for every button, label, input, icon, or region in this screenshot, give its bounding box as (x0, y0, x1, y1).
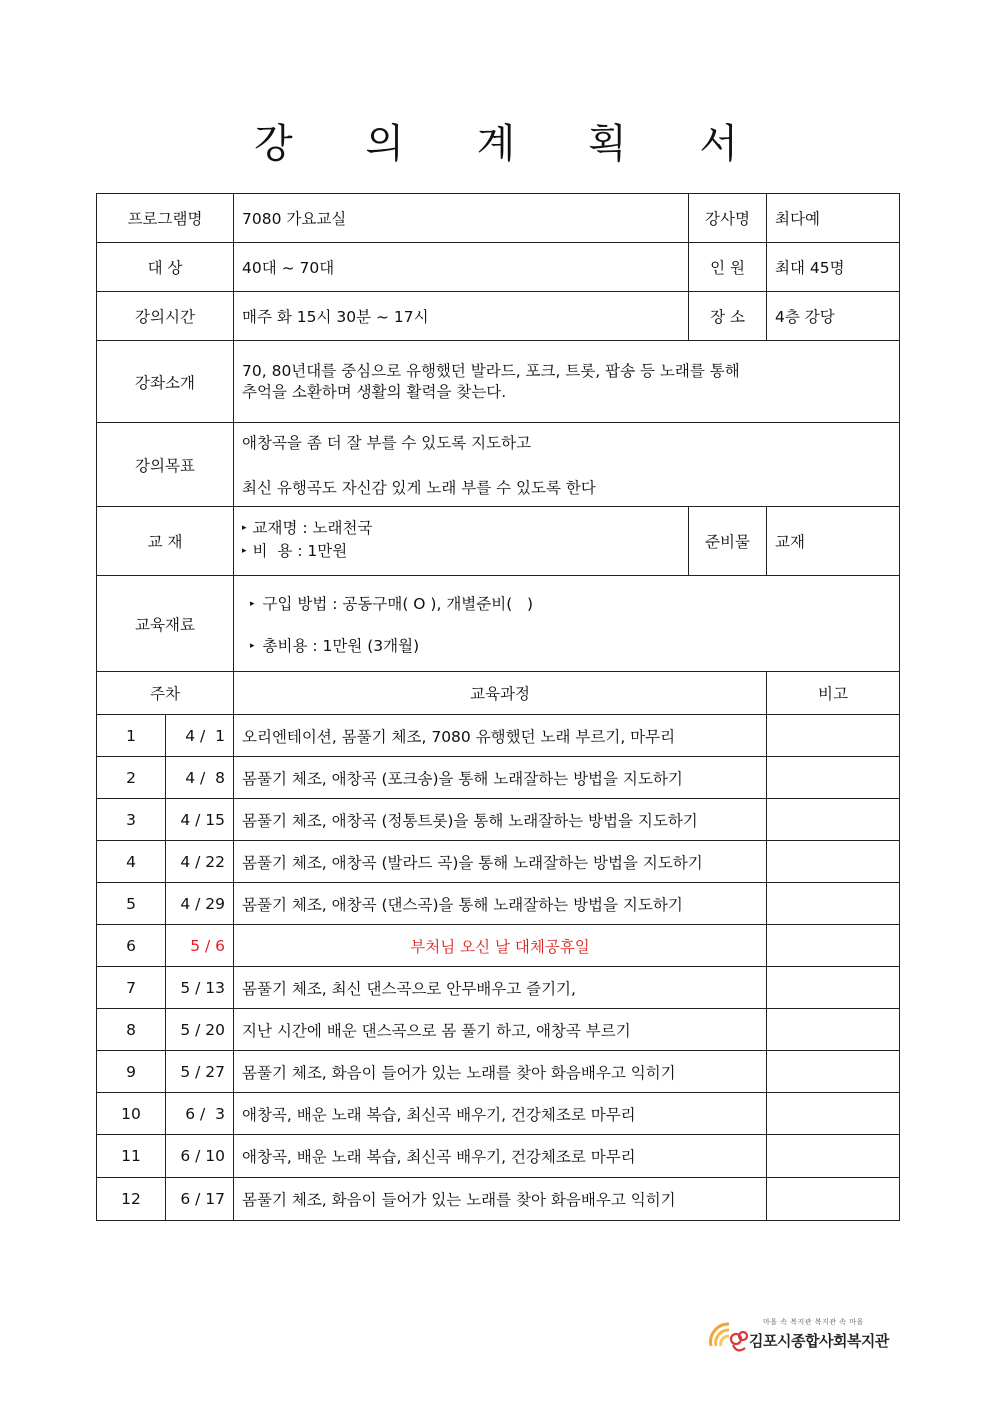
table-row (97, 883, 900, 925)
course-content: 애창곡, 배운 노래 복습, 최신곡 배우기, 건강체조로 마무리 (234, 1135, 767, 1178)
welfare-center-logo-icon (707, 1310, 751, 1358)
note-cell (767, 1093, 900, 1135)
week-number: 4 (97, 841, 166, 883)
row-target (97, 243, 900, 292)
week-date: 6 / 17 (166, 1178, 234, 1221)
week-date: 5 / 6 (166, 925, 234, 967)
capacity-value: 최대 45명 (767, 243, 900, 292)
table-row (97, 1009, 900, 1051)
time-value: 매주 화 15시 30분 ~ 17시 (234, 292, 689, 341)
header-course: 교육과정 (234, 672, 767, 715)
goal-text (234, 423, 900, 507)
logo-tagline: 마을 속 복지관 복지관 속 마을 (763, 1318, 864, 1326)
note-cell (767, 841, 900, 883)
note-cell (767, 1051, 900, 1093)
prep-value: 교재 (767, 507, 900, 576)
note-cell (767, 799, 900, 841)
course-content: 몸풀기 체조, 애창곡 (정통트롯)을 통해 노래잘하는 방법을 지도하기 (234, 799, 767, 841)
note-cell (767, 1135, 900, 1178)
table-row (97, 967, 900, 1009)
week-date: 6 / 10 (166, 1135, 234, 1178)
note-cell (767, 967, 900, 1009)
time-label: 강의시간 (97, 292, 234, 341)
intro-label: 강좌소개 (97, 341, 234, 423)
textbook-cost: ▸ 비 용 : 1만원 (242, 542, 348, 560)
textbook-info (234, 507, 689, 576)
week-number: 2 (97, 757, 166, 799)
schedule-rows (97, 715, 900, 1221)
week-number: 12 (97, 1178, 166, 1221)
week-date: 4 / 1 (166, 715, 234, 757)
textbook-label: 교 재 (97, 507, 234, 576)
note-cell (767, 925, 900, 967)
prep-label: 준비물 (689, 507, 767, 576)
note-cell (767, 1178, 900, 1221)
week-date: 4 / 22 (166, 841, 234, 883)
triangle-bullet-icon: ▸ (242, 523, 247, 533)
course-content: 몸풀기 체조, 애창곡 (발라드 곡)을 통해 노래잘하는 방법을 지도하기 (234, 841, 767, 883)
material-purchase: ▸ 구입 방법 : 공동구매( O ), 개별준비( ) (250, 594, 534, 613)
place-value: 4층 강당 (767, 292, 900, 341)
week-number: 11 (97, 1135, 166, 1178)
goal-line-1: 애창곡을 좀 더 잘 부를 수 있도록 지도하고 (242, 434, 532, 452)
note-cell (767, 883, 900, 925)
table-row (97, 1093, 900, 1135)
program-label: 프로그램명 (97, 194, 234, 243)
course-content: 부처님 오신 날 대체공휴일 (234, 925, 767, 967)
table-row (97, 841, 900, 883)
place-label: 장 소 (689, 292, 767, 341)
material-info (234, 576, 900, 672)
course-content: 몸풀기 체조, 최신 댄스곡으로 안무배우고 즐기기, (234, 967, 767, 1009)
row-goal (97, 423, 900, 507)
week-number: 6 (97, 925, 166, 967)
week-number: 3 (97, 799, 166, 841)
table-row (97, 925, 900, 967)
week-date: 5 / 20 (166, 1009, 234, 1051)
course-content: 몸풀기 체조, 화음이 들어가 있는 노래를 찾아 화음배우고 익히기 (234, 1178, 767, 1221)
logo-name: 김포시종합사회복지관 (749, 1332, 889, 1350)
note-cell (767, 715, 900, 757)
table-row (97, 1135, 900, 1178)
week-date: 5 / 27 (166, 1051, 234, 1093)
intro-text (234, 341, 900, 423)
note-cell (767, 1009, 900, 1051)
row-textbook (97, 507, 900, 576)
table-row (97, 715, 900, 757)
triangle-bullet-icon: ▸ (242, 546, 247, 556)
header-week: 주차 (97, 672, 234, 715)
goal-label: 강의목표 (97, 423, 234, 507)
textbook-name: ▸ 교재명 : 노래천국 (242, 519, 373, 537)
goal-line-2: 최신 유행곡도 자신감 있게 노래 부를 수 있도록 한다 (242, 479, 596, 497)
target-label: 대 상 (97, 243, 234, 292)
table-row (97, 757, 900, 799)
header-note: 비고 (767, 672, 900, 715)
row-program (97, 194, 900, 243)
week-number: 10 (97, 1093, 166, 1135)
schedule-header (97, 672, 900, 715)
course-content: 오리엔테이션, 몸풀기 체조, 7080 유행했던 노래 부르기, 마무리 (234, 715, 767, 757)
week-number: 1 (97, 715, 166, 757)
week-number: 5 (97, 883, 166, 925)
course-content: 몸풀기 체조, 화음이 들어가 있는 노래를 찾아 화음배우고 익히기 (234, 1051, 767, 1093)
lecture-plan-table (96, 193, 900, 1221)
week-date: 6 / 3 (166, 1093, 234, 1135)
row-time (97, 292, 900, 341)
week-date: 4 / 15 (166, 799, 234, 841)
week-date: 4 / 8 (166, 757, 234, 799)
note-cell (767, 757, 900, 799)
material-total: ▸ 총비용 : 1만원 (3개월) (250, 636, 420, 655)
week-date: 4 / 29 (166, 883, 234, 925)
target-value: 40대 ~ 70대 (234, 243, 689, 292)
triangle-bullet-icon: ▸ (250, 640, 255, 651)
course-content: 지난 시간에 배운 댄스곡으로 몸 풀기 하고, 애창곡 부르기 (234, 1009, 767, 1051)
document-title: 강 의 계 획 서 (253, 121, 769, 167)
row-material (97, 576, 900, 672)
intro-line-2: 추억을 소환하며 생활의 활력을 찾는다. (242, 382, 507, 401)
week-number: 9 (97, 1051, 166, 1093)
course-content: 몸풀기 체조, 애창곡 (댄스곡)을 통해 노래잘하는 방법을 지도하기 (234, 883, 767, 925)
logo (707, 1310, 902, 1362)
capacity-label: 인 원 (689, 243, 767, 292)
intro-line-1: 70, 80년대를 중심으로 유행했던 발라드, 포크, 트롯, 팝송 등 노래를 통해 (242, 361, 740, 380)
course-content: 몸풀기 체조, 애창곡 (포크송)을 통해 노래잘하는 방법을 지도하기 (234, 757, 767, 799)
table-row (97, 1051, 900, 1093)
course-content: 애창곡, 배운 노래 복습, 최신곡 배우기, 건강체조로 마무리 (234, 1093, 767, 1135)
instructor-label: 강사명 (689, 194, 767, 243)
week-date: 5 / 13 (166, 967, 234, 1009)
table-row (97, 799, 900, 841)
table-row (97, 1178, 900, 1221)
week-number: 8 (97, 1009, 166, 1051)
week-number: 7 (97, 967, 166, 1009)
row-intro (97, 341, 900, 423)
triangle-bullet-icon: ▸ (250, 598, 255, 609)
material-label: 교육재료 (97, 576, 234, 672)
instructor-value: 최다예 (767, 194, 900, 243)
program-value: 7080 가요교실 (234, 194, 689, 243)
